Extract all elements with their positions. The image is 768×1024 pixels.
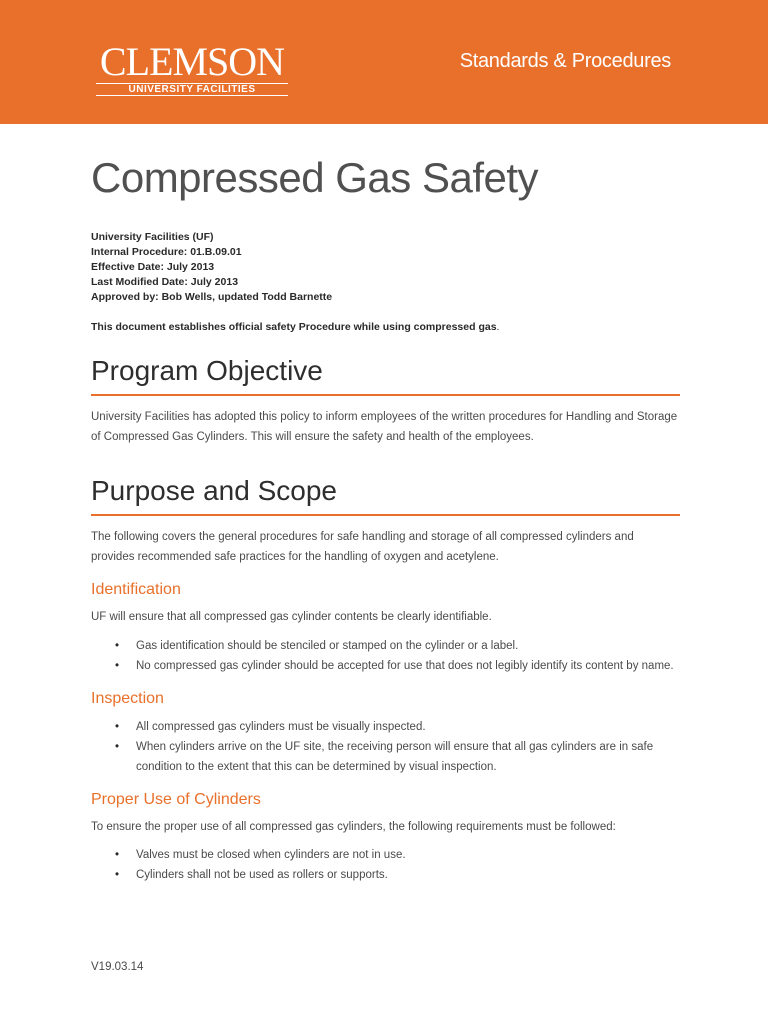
proper-use-intro: To ensure the proper use of all compressed gas cylinders, the following requirements must be followed: bbox=[91, 821, 616, 833]
document-title: Compressed Gas Safety bbox=[91, 154, 539, 201]
statement-text: This document establishes official safety Procedure while using compressed gas bbox=[91, 321, 497, 333]
document-body bbox=[91, 150, 680, 885]
inspection-list bbox=[91, 717, 680, 777]
program-objective-text: University Facilities has adopted this policy to inform employees of the written procedures for Handling and Storage of Compressed Gas Cylinders. This will ensure the safety and health of the employees. bbox=[91, 411, 678, 443]
meta-effective-date: Effective Date: July 2013 bbox=[91, 261, 215, 273]
meta-procedure-number: Internal Procedure: 01.B.09.01 bbox=[91, 246, 242, 258]
section-heading-purpose-scope: Purpose and Scope bbox=[91, 473, 680, 516]
logo-subtitle: UNIVERSITY FACILITIES bbox=[96, 83, 288, 96]
header-tagline: Standards & Procedures bbox=[459, 50, 671, 72]
header-banner bbox=[0, 0, 768, 124]
identification-list bbox=[91, 636, 680, 676]
purpose-scope-text: The following covers the general procedures for safe handling and storage of all compressed cylinders and provides recommended safe practices for the handling of oxygen and acetylene. bbox=[91, 531, 634, 563]
list-item: • Cylinders shall not be used as rollers or supports. bbox=[91, 865, 680, 885]
list-item: • Gas identification should be stenciled or stamped on the cylinder or a label. bbox=[91, 636, 680, 656]
statement-period: . bbox=[496, 321, 500, 333]
document-statement bbox=[91, 321, 680, 333]
footer-version: V19.03.14 bbox=[91, 961, 144, 973]
document-meta bbox=[91, 230, 680, 305]
logo-wordmark: CLEMSON bbox=[99, 39, 285, 84]
meta-approved-by: Approved by: Bob Wells, updated Todd Barnette bbox=[91, 291, 333, 303]
subheading-inspection: Inspection bbox=[91, 690, 164, 707]
proper-use-list bbox=[91, 845, 680, 885]
list-item: • Valves must be closed when cylinders are not in use. bbox=[91, 845, 680, 865]
clemson-logo bbox=[96, 39, 288, 96]
identification-intro: UF will ensure that all compressed gas cylinder contents be clearly identifiable. bbox=[91, 611, 492, 623]
list-item: • No compressed gas cylinder should be accepted for use that does not legibly identify its content by name. bbox=[91, 656, 680, 676]
meta-department: University Facilities (UF) bbox=[91, 231, 214, 243]
subheading-proper-use: Proper Use of Cylinders bbox=[91, 791, 261, 808]
subheading-identification: Identification bbox=[91, 581, 181, 598]
list-item: • When cylinders arrive on the UF site, the receiving person will ensure that all gas cylinders are in safe condition to the extent that this can be determined by visual inspection. bbox=[91, 737, 680, 777]
meta-modified-date: Last Modified Date: July 2013 bbox=[91, 276, 239, 288]
list-item: • All compressed gas cylinders must be visually inspected. bbox=[91, 717, 680, 737]
section-heading-program-objective: Program Objective bbox=[91, 353, 680, 396]
